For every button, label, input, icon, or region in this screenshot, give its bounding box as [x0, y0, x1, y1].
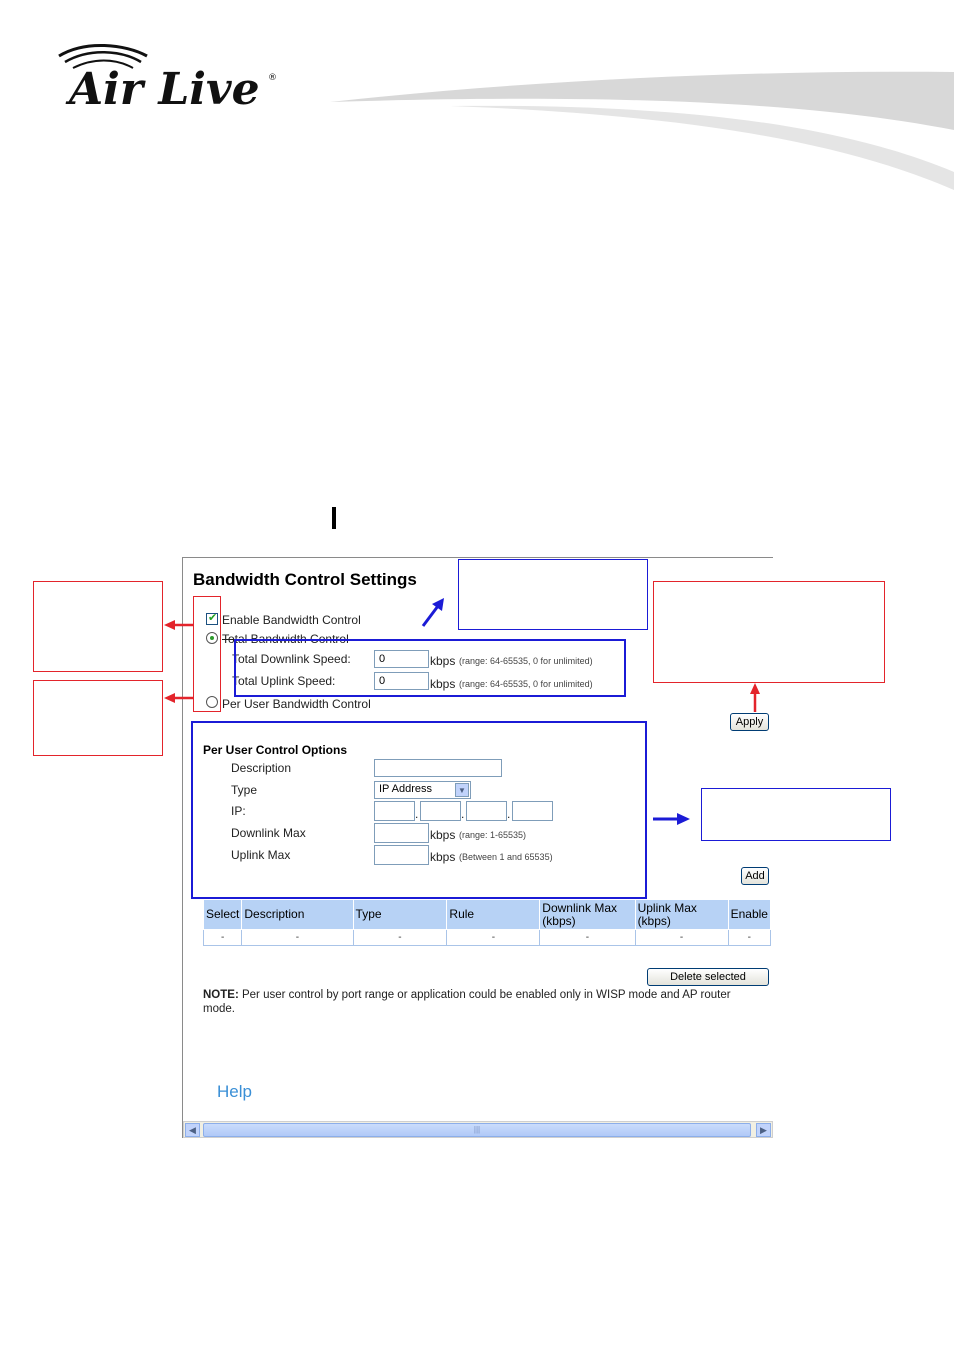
- callout-box-right-top: [653, 581, 885, 683]
- header-swoosh: [330, 60, 954, 190]
- table-cell: -: [728, 930, 770, 946]
- table-cell: -: [540, 930, 635, 946]
- col-description: Description: [242, 900, 353, 930]
- total-uplink-label: Total Uplink Speed:: [232, 674, 336, 688]
- bandwidth-rules-table: [203, 899, 771, 946]
- table-header-row: [204, 900, 771, 930]
- uplink-max-range: (Between 1 and 65535): [459, 852, 553, 862]
- scroll-right-icon[interactable]: ▶: [756, 1123, 771, 1137]
- downlink-max-label: Downlink Max: [231, 826, 306, 840]
- enable-bandwidth-label: Enable Bandwidth Control: [222, 613, 361, 627]
- highlight-total-speed: [234, 639, 626, 697]
- uplink-unit: kbps: [430, 677, 456, 691]
- col-uplink-max: Uplink Max (kbps): [635, 900, 728, 930]
- note-prefix: NOTE:: [203, 989, 239, 1001]
- highlight-checkbox-column: [193, 596, 221, 712]
- table-cell: -: [353, 930, 447, 946]
- ip-dot: .: [461, 807, 465, 821]
- scroll-left-icon[interactable]: ◀: [185, 1123, 200, 1137]
- note-text: [203, 988, 763, 1016]
- col-enable: Enable: [728, 900, 770, 930]
- add-button[interactable]: Add: [741, 867, 769, 885]
- note-body: Per user control by port range or application could be enabled only in WISP mode and AP router mode.: [203, 989, 731, 1015]
- callout-box-top-center: [458, 559, 648, 630]
- col-type: Type: [353, 900, 447, 930]
- type-label: Type: [231, 783, 258, 797]
- col-downlink-max: Downlink Max (kbps): [540, 900, 635, 930]
- help-link[interactable]: Help: [217, 1082, 252, 1101]
- text-cursor: [332, 507, 336, 529]
- callout-box-left-bottom: [33, 680, 163, 756]
- downlink-max-unit: kbps: [430, 828, 456, 842]
- total-bandwidth-label: Total Bandwidth Control: [222, 632, 349, 646]
- per-user-section-title: Per User Control Options: [203, 743, 348, 757]
- description-label: Description: [231, 761, 292, 775]
- ip-dot: .: [415, 807, 419, 821]
- table-cell: -: [204, 930, 242, 946]
- ip-dot: .: [507, 807, 511, 821]
- col-select: Select: [204, 900, 242, 930]
- table-cell: -: [447, 930, 540, 946]
- svg-text:®: ®: [268, 73, 277, 83]
- scrollbar-thumb[interactable]: |||: [203, 1123, 751, 1137]
- uplink-max-label: Uplink Max: [231, 848, 291, 862]
- svg-text:Air Live: Air Live: [69, 64, 260, 112]
- page-title: Bandwidth Control Settings: [193, 570, 417, 589]
- delete-selected-button[interactable]: Delete selected: [647, 968, 769, 986]
- per-user-bandwidth-label: Per User Bandwidth Control: [222, 697, 371, 711]
- callout-box-right-middle: [701, 788, 891, 841]
- table-row: [204, 930, 771, 946]
- uplink-max-unit: kbps: [430, 850, 456, 864]
- apply-button[interactable]: Apply: [730, 713, 769, 731]
- total-downlink-label: Total Downlink Speed:: [232, 652, 351, 666]
- table-cell: -: [635, 930, 728, 946]
- uplink-range-note: (range: 64-65535, 0 for unlimited): [459, 679, 593, 689]
- downlink-range-note: (range: 64-65535, 0 for unlimited): [459, 656, 593, 666]
- callout-box-left-top: [33, 581, 163, 672]
- highlight-per-user-options: [191, 721, 647, 899]
- airlive-logo: [55, 42, 285, 112]
- ip-label: IP:: [231, 804, 246, 818]
- col-rule: Rule: [447, 900, 540, 930]
- downlink-unit: kbps: [430, 654, 456, 668]
- table-cell: -: [242, 930, 353, 946]
- downlink-max-range: (range: 1-65535): [459, 830, 527, 840]
- type-select-value: IP Address: [379, 783, 432, 795]
- horizontal-scrollbar[interactable]: [183, 1121, 773, 1138]
- chevron-down-icon[interactable]: ▼: [455, 783, 469, 797]
